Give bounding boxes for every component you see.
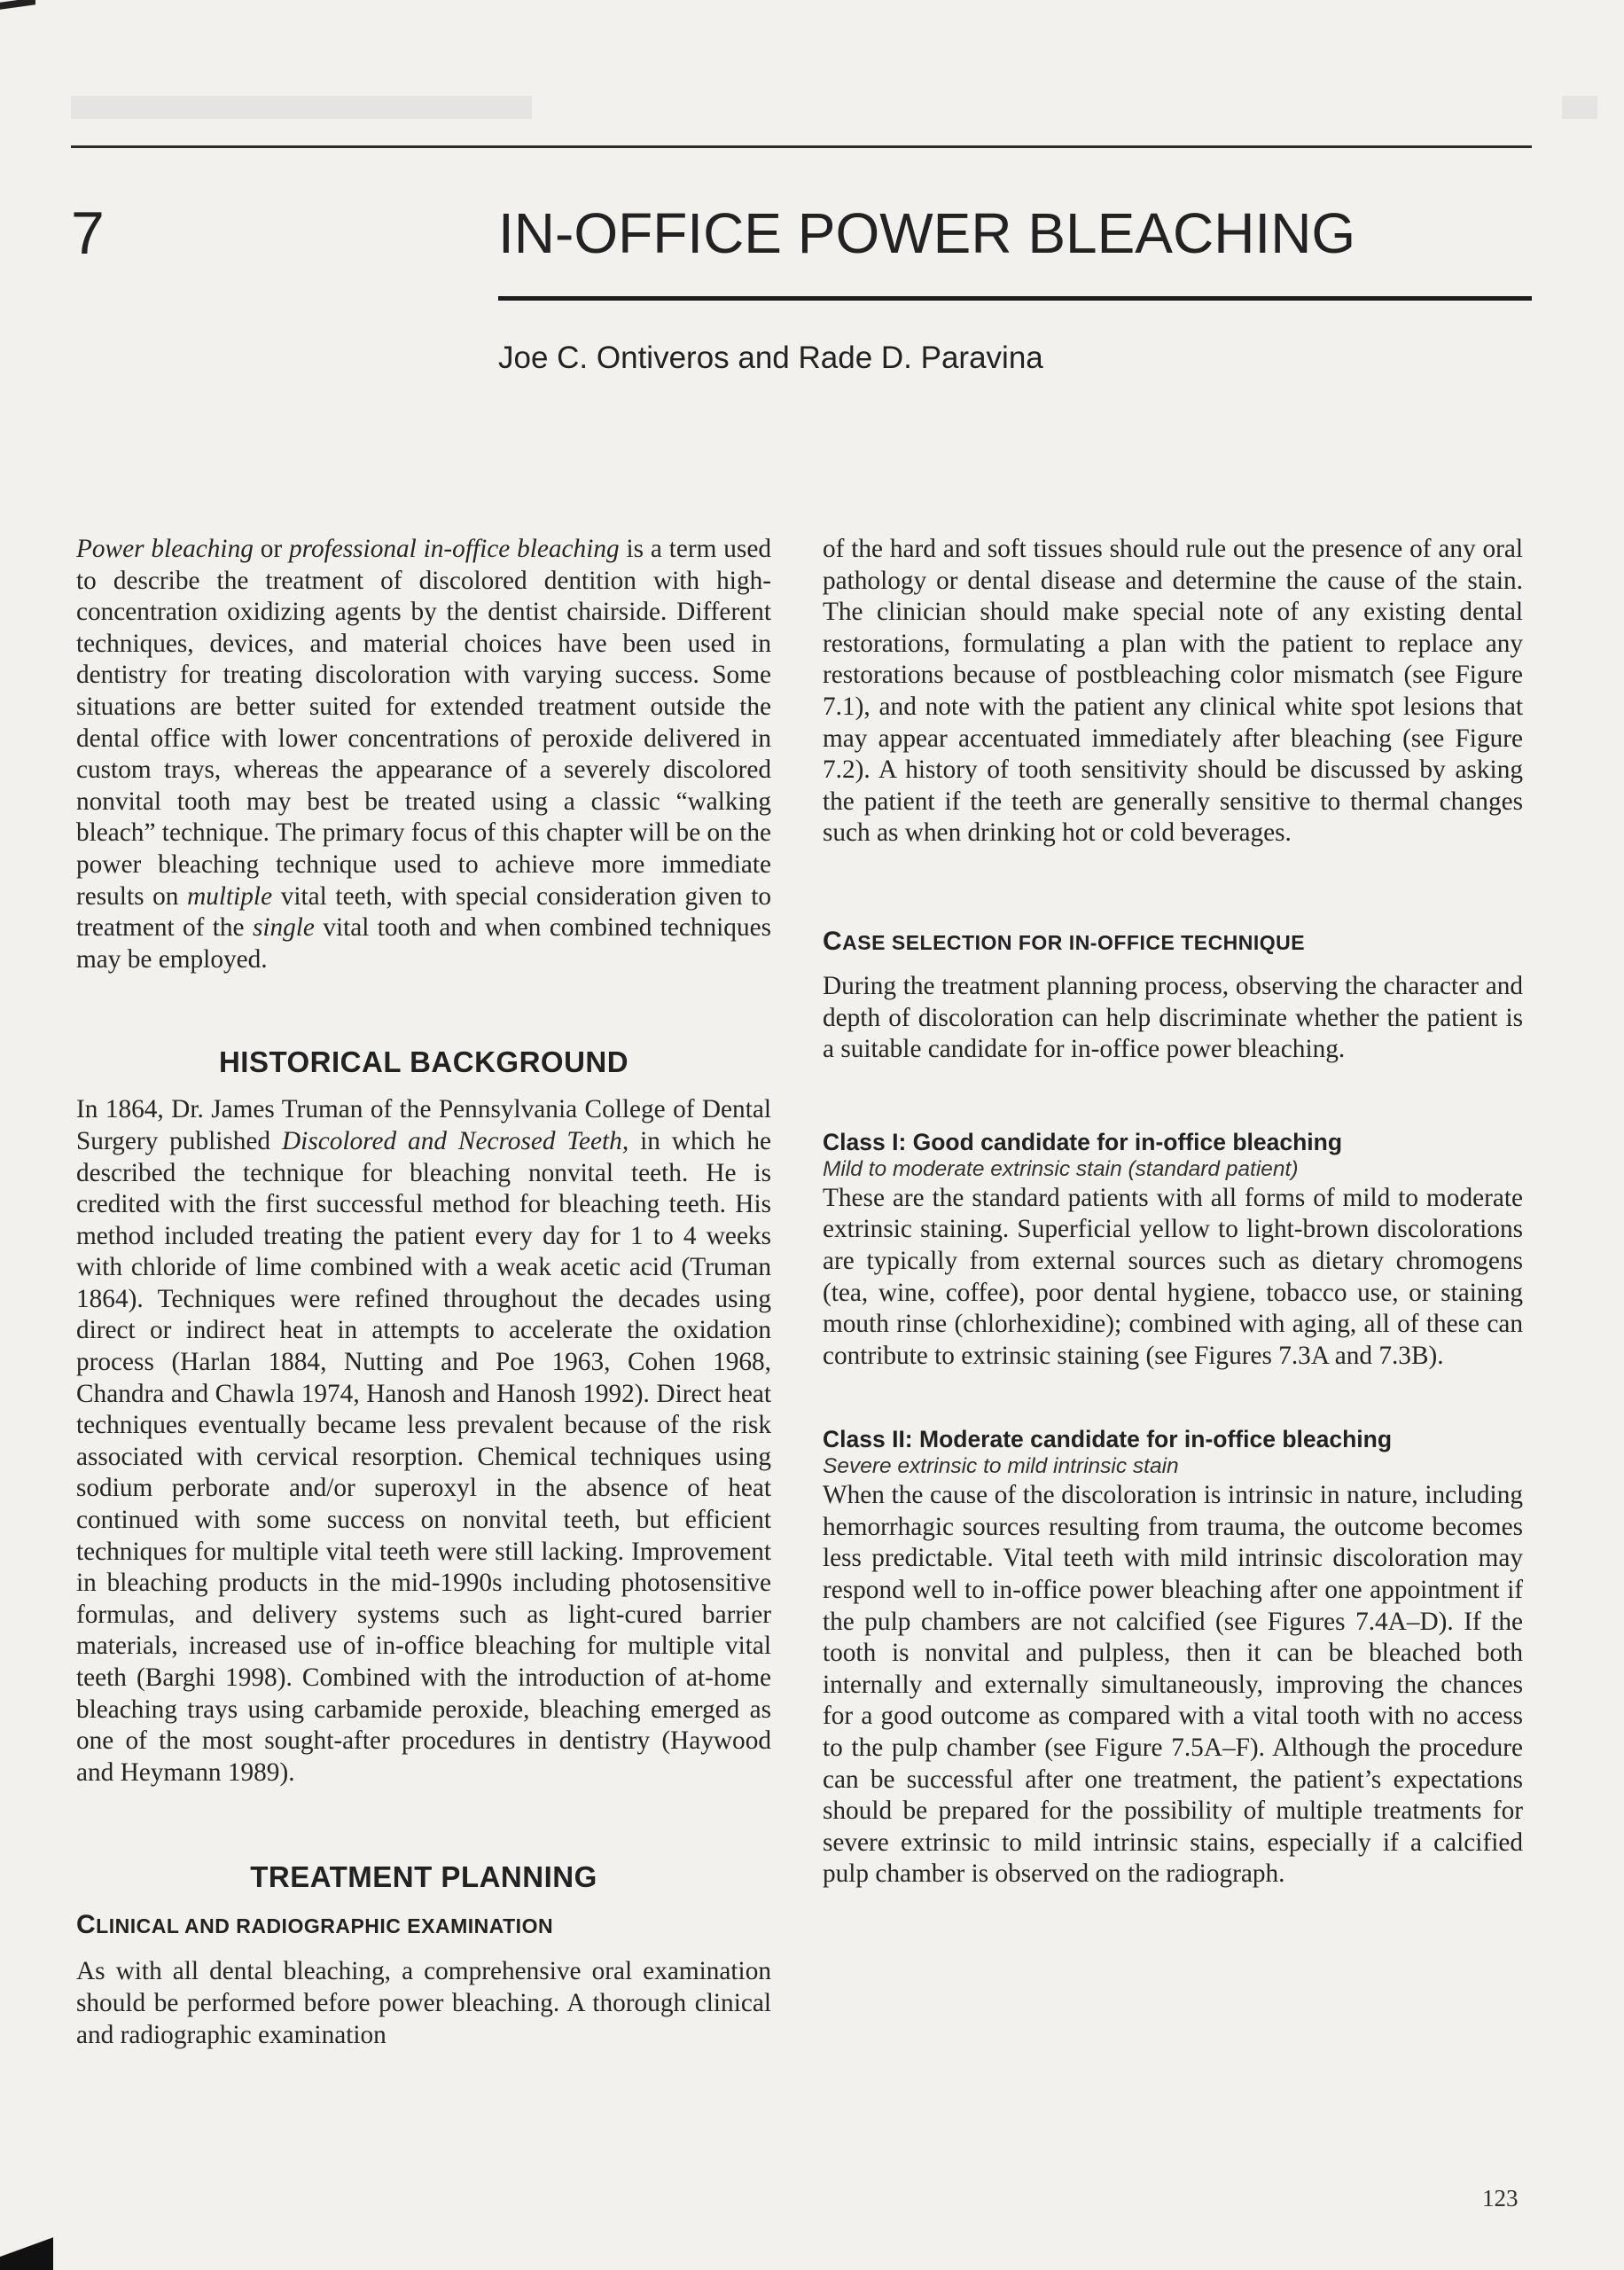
chapter-number: 7 xyxy=(71,200,105,267)
chapter-title: IN-OFFICE POWER BLEACHING xyxy=(498,201,1356,265)
left-column xyxy=(76,534,771,2051)
class-1-heading: Class I: Good candidate for in-office bleaching xyxy=(823,1128,1343,1155)
right-column xyxy=(823,534,1523,1890)
case-selection-paragraph: During the treatment planning process, observing the character and depth of discoloration can help discriminate whether the patient is a suitable candidate for in-office power bleaching. xyxy=(823,971,1523,1064)
treatment-planning-heading: TREATMENT PLANNING xyxy=(250,1860,597,1894)
historical-paragraph: In 1864, Dr. James Truman of the Pennsylvania College of Dental Surgery published Discolored and Necrosed Teeth, in which he described the technique for bleaching nonvital teeth. He is credited with the first successful method for bleaching teeth. His method included treating the patient every day for 1 to 4 weeks with chloride of lime combined with a weak acetic acid (Truman 1864). Techniques were refined throughout the decades using direct or indirect heat in attempts to accelerate the oxidation process (Harlan 1884, Nutting and Poe 1963, Cohen 1968, Chandra and Chawla 1974, Hanosh and Hanosh 1992). Direct heat techniques eventually became less prevalent because of the risk associated with cervical resorption. Chemical techniques using sodium perborate and/or superoxyl in the absence of heat continued with some success on nonvital teeth, but efficient techniques for multiple vital teeth were still lacking. Improvement in bleaching products in the mid-1990s including photosensitive formulas, and delivery systems such as light-cured barrier materials, increased use of in-office bleaching for multiple vital teeth (Barghi 1998). Combined with the introduction of at-home bleaching trays using carbamide peroxide, bleaching emerged as one of the most sought-after procedures in dentistry (Haywood and Heymann 1989). xyxy=(76,1095,771,1787)
term-power-bleaching: Power bleaching xyxy=(76,535,254,563)
class-1-subheading: Mild to moderate extrinsic stain (standard patient) xyxy=(823,1156,1299,1181)
class-2-subheading: Severe extrinsic to mild intrinsic stain xyxy=(823,1454,1179,1479)
intro-paragraph: Power bleaching or professional in-office bleaching is a term used to describe the treatment of discolored dentition with high-concentration oxidizing agents by the dentist chairside. Different techniques, devices, and material choices have been used in dentistry for treating discoloration with varying success. Some situations are better suited for extended treatment outside the dental office with lower concentrations of peroxide delivered in custom trays, whereas the appearance of a severely discolored nonvital tooth may best be treated using a classic “walking bleach” technique. The primary focus of this chapter will be on the power bleaching technique used to achieve more immediate results on multiple vital teeth, with special consideration given to treatment of the single vital tooth and when combined techniques may be employed. xyxy=(76,535,772,974)
running-header-bleedthrough xyxy=(71,96,532,119)
chapter-authors: Joe C. Ontiveros and Rade D. Paravina xyxy=(498,340,1043,375)
class-2-paragraph: When the cause of the discoloration is intrinsic in nature, including hemorrhagic sources resulting from trauma, the outcome becomes less predictable. Vital teeth with mild intrinsic discoloration may respond well to in-office power bleaching after one appointment if the pulp chambers are not calcified (see Figures 7.4A–D). If the tooth is nonvital and pulpless, then it can be bleached both internally and externally simultaneously, improving the chances for a good outcome as compared with a vital tooth with no access to the pulp chamber (see Figure 7.5A–F). Although the procedure can be successful after one treatment, the patient’s expectations should be prepared for the possibility of multiple treatments for severe extrinsic to mild intrinsic stains, especially if a calcified pulp chamber is observed on the radiograph. xyxy=(823,1481,1523,1889)
scan-edge-shadow xyxy=(0,0,35,10)
class-1-paragraph: These are the standard patients with all forms of mild to moderate extrinsic staining. Superficial yellow to light-brown discolorations are typically from external sources such as dietary chromogens (tea, wine, coffee), poor dental hygiene, tobacco use, or staining mouth rinse (chlorhexidine); combined with aging, all of these can contribute to extrinsic staining (see Figures 7.3A and 7.3B). xyxy=(823,1183,1523,1370)
book-title: Discolored and Necrosed Teeth, xyxy=(282,1126,629,1155)
clinical-exam-continued: of the hard and soft tissues should rule out the presence of any oral pathology or dental disease and determine the cause of the stain. The clinician should make special note of any existing dental restorations, formulating a plan with the patient to replace any restorations because of postbleaching color mismatch (see Figure 7.1), and note with the patient any clinical white spot lesions that may appear accentuated immediately after bleaching (see Figure 7.2). A history of tooth sensitivity should be discussed by asking the patient if the teeth are generally sensitive to thermal changes such as when drinking hot or cold beverages. xyxy=(823,535,1523,848)
clinical-exam-paragraph: As with all dental bleaching, a comprehensive oral examination should be performed before power bleaching. A thorough clinical and radiographic examination xyxy=(76,1957,771,2049)
page-number-bleedthrough xyxy=(1562,96,1597,119)
class-2-heading: Class II: Moderate candidate for in-office bleaching xyxy=(823,1426,1393,1453)
title-rule xyxy=(498,296,1532,301)
clinical-exam-subheading: CLINICAL AND RADIOGRAPHIC EXAMINATION xyxy=(76,1910,554,1940)
page-number: 123 xyxy=(1482,2185,1519,2211)
historical-background-heading: HISTORICAL BACKGROUND xyxy=(218,1045,629,1079)
header-rule xyxy=(71,145,1532,148)
term-professional-bleaching: professional in-office bleaching xyxy=(289,535,620,563)
scan-corner-shadow xyxy=(0,2235,53,2270)
case-selection-heading: CASE SELECTION FOR IN-OFFICE TECHNIQUE xyxy=(823,926,1306,956)
